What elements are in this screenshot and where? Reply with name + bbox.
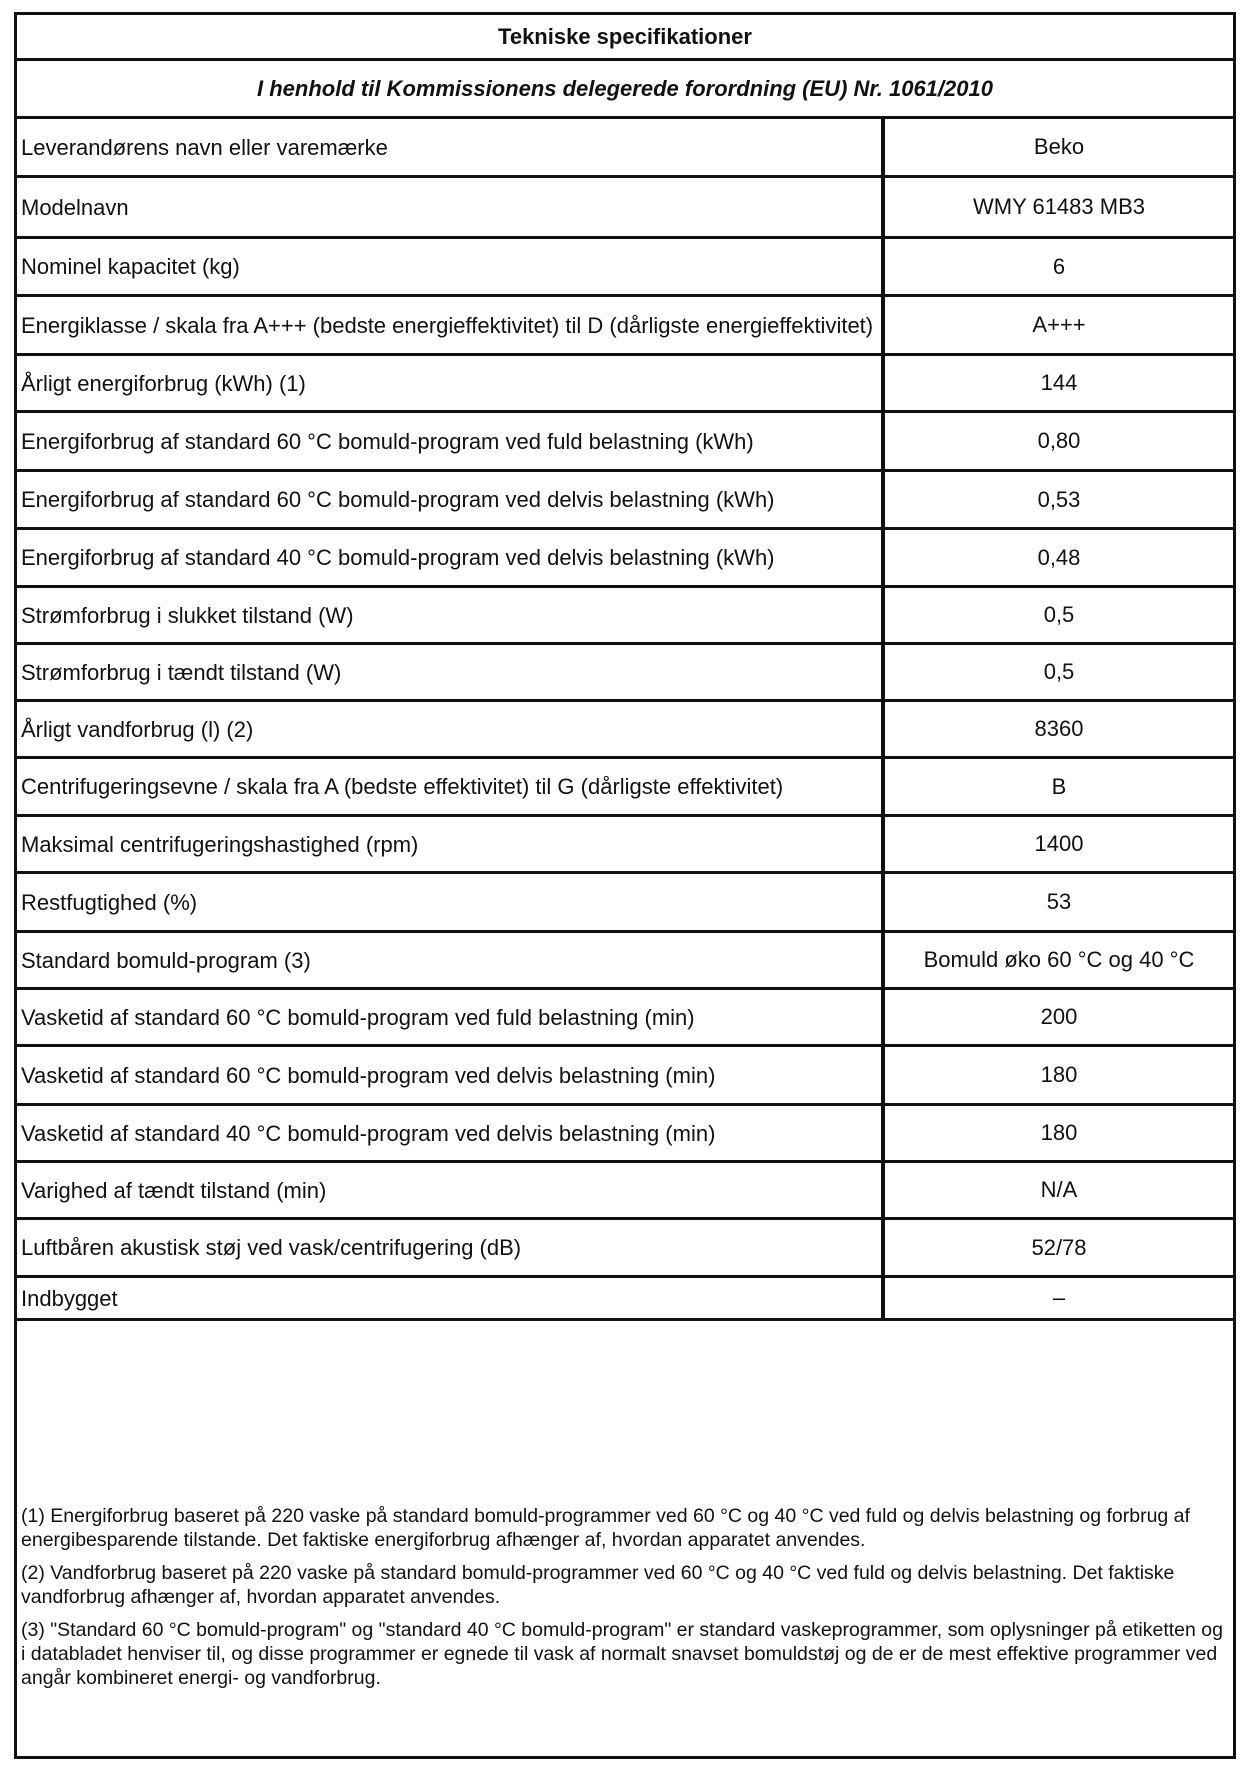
row-label: Årligt vandforbrug (l) (2) [17, 702, 885, 756]
table-row [17, 1278, 1233, 1321]
spec-table [17, 119, 1233, 1321]
title-row [17, 15, 1233, 61]
table-row [17, 413, 1233, 472]
row-label: Restfugtighed (%) [17, 874, 885, 930]
row-value: 200 [1040, 1004, 1078, 1029]
row-label: Energiforbrug af standard 60 °C bomuld-program ved delvis belastning (kWh) [17, 472, 885, 527]
row-value: B [1051, 773, 1067, 799]
table-row [17, 588, 1233, 645]
row-value: – [1052, 1285, 1066, 1310]
table-row [17, 874, 1233, 933]
table-row [17, 297, 1233, 356]
row-value: Beko [1033, 134, 1085, 159]
table-row [17, 472, 1233, 530]
table-row [17, 1106, 1233, 1163]
footnote: (1) Energiforbrug baseret på 220 vaske på standard bomuld-programmer ved 60 °C og 40 °C ved fuld og delvis belastning og forbrug af energibesparende tilstande. Det faktiske energiforbrug afhænger af, hvordan apparatet anvendes. [21, 1505, 1190, 1551]
row-value: 0,53 [1037, 486, 1081, 512]
row-label: Luftbåren akustisk støj ved vask/centrifugering (dB) [17, 1220, 885, 1275]
row-value: 52/78 [1031, 1234, 1087, 1260]
row-value: WMY 61483 MB3 [972, 194, 1145, 219]
row-label: Energiforbrug af standard 40 °C bomuld-program ved delvis belastning (kWh) [17, 530, 885, 585]
row-label: Nominel kapacitet (kg) [17, 239, 885, 294]
row-value: 8360 [1034, 716, 1084, 741]
table-row [17, 817, 1233, 874]
row-value: 180 [1040, 1120, 1078, 1145]
row-label: Centrifugeringsevne / skala fra A (bedste effektivitet) til G (dårligste effektivitet) [17, 759, 885, 814]
table-row [17, 119, 1233, 178]
table-row [17, 759, 1233, 817]
row-label: Standard bomuld-program (3) [17, 933, 885, 987]
table-row [17, 1163, 1233, 1220]
row-value: Bomuld øko 60 °C og 40 °C [923, 947, 1195, 972]
subtitle-row [17, 61, 1233, 119]
row-value: 53 [1046, 889, 1072, 914]
row-label: Vasketid af standard 60 °C bomuld-program ved delvis belastning (min) [17, 1047, 885, 1103]
row-label: Strømforbrug i tændt tilstand (W) [17, 645, 885, 699]
row-label: Leverandørens navn eller varemærke [17, 119, 885, 175]
table-row [17, 178, 1233, 239]
table-row [17, 990, 1233, 1047]
table-row [17, 1220, 1233, 1278]
footnotes [17, 1482, 1233, 1699]
row-label: Energiklasse / skala fra A+++ (bedste energieffektivitet) til D (dårligste energieffektivitet) [17, 297, 885, 353]
footnote: (2) Vandforbrug baseret på 220 vaske på standard bomuld-programmer ved 60 °C og 40 °C ved fuld og delvis belastning. Det faktiske vandforbrug afhænger af, hvordan apparatet anvendes. [21, 1562, 1175, 1608]
footnote: (3) "Standard 60 °C bomuld-program" og "standard 40 °C bomuld-program" er standard vaskeprogrammer, som oplysninger på etiketten og i databladet henviser til, og disse programmer er egnede til vask af normalt snavset bomuldstøj og de er de mest effektive programmer ved angår kombineret energi- og vandforbrug. [21, 1619, 1223, 1689]
row-value: 0,80 [1037, 428, 1081, 453]
spec-sheet [14, 12, 1236, 1759]
row-value: 6 [1052, 253, 1066, 279]
row-value: 144 [1040, 370, 1078, 395]
row-label: Vasketid af standard 60 °C bomuld-program ved fuld belastning (min) [17, 990, 885, 1044]
row-value: 1400 [1034, 831, 1084, 856]
row-value: 0,5 [1043, 602, 1075, 627]
table-row [17, 239, 1233, 297]
row-value: 0,48 [1037, 544, 1081, 570]
table-row [17, 702, 1233, 759]
sheet-subtitle: I henhold til Kommissionens delegerede forordning (EU) Nr. 1061/2010 [257, 75, 993, 101]
table-row [17, 530, 1233, 588]
row-label: Årligt energiforbrug (kWh) (1) [17, 356, 885, 410]
row-value: 180 [1040, 1062, 1078, 1087]
row-label: Indbygget [17, 1278, 885, 1318]
table-row [17, 645, 1233, 702]
row-label: Strømforbrug i slukket tilstand (W) [17, 588, 885, 642]
row-label: Vasketid af standard 40 °C bomuld-program ved delvis belastning (min) [17, 1106, 885, 1160]
row-value: A+++ [1032, 312, 1086, 337]
table-row [17, 933, 1233, 990]
row-value: 0,5 [1043, 659, 1075, 684]
row-label: Modelnavn [17, 178, 885, 236]
sheet-title: Tekniske specifikationer [498, 23, 752, 49]
table-row [17, 1047, 1233, 1106]
table-row [17, 356, 1233, 413]
row-label: Varighed af tændt tilstand (min) [17, 1163, 885, 1217]
row-label: Maksimal centrifugeringshastighed (rpm) [17, 817, 885, 871]
row-label: Energiforbrug af standard 60 °C bomuld-program ved fuld belastning (kWh) [17, 413, 885, 469]
row-value: N/A [1040, 1177, 1078, 1202]
